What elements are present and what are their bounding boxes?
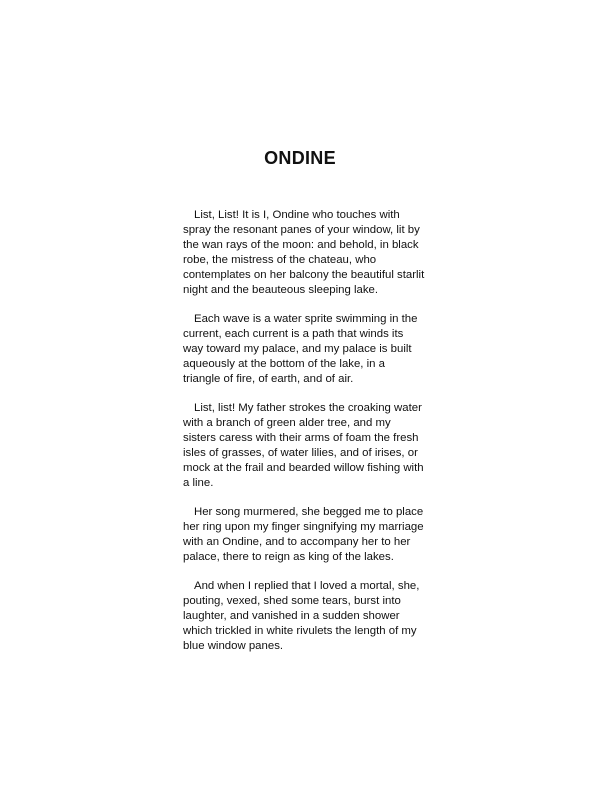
paragraph-3: List, list! My father strokes the croaking water with a branch of green alder tree, and my sisters caress with their arms of foam the fresh isles of grasses, of water lilies, and of irises, or mock at the frail and bearded willow fishing with a line. <box>183 402 424 489</box>
page-title: ONDINE <box>264 148 336 168</box>
paragraph-2: Each wave is a water sprite swimming in the current, each current is a path that winds its way toward my palace, and my palace is built aqueously at the bottom of the lake, in a triangle of fire, of earth, and of air. <box>183 313 418 385</box>
poem-body <box>183 208 425 668</box>
paragraph-1: List, List! It is I, Ondine who touches with spray the resonant panes of your window, lit by the wan rays of the moon: and behold, in black robe, the mistress of the chateau, who contemplates on her balcony the beautiful starlit night and the beauteous sleeping lake. <box>183 209 425 296</box>
paragraph-5: And when I replied that I loved a mortal, she, pouting, vexed, shed some tears, burst into laughter, and vanished in a sudden shower which trickled in white rivulets the length of my blue window panes. <box>183 580 420 652</box>
paragraph-4: Her song murmered, she begged me to place her ring upon my finger singnifying my marriage with an Ondine, and to accompany her to her palace, there to reign as king of the lakes. <box>183 506 424 563</box>
